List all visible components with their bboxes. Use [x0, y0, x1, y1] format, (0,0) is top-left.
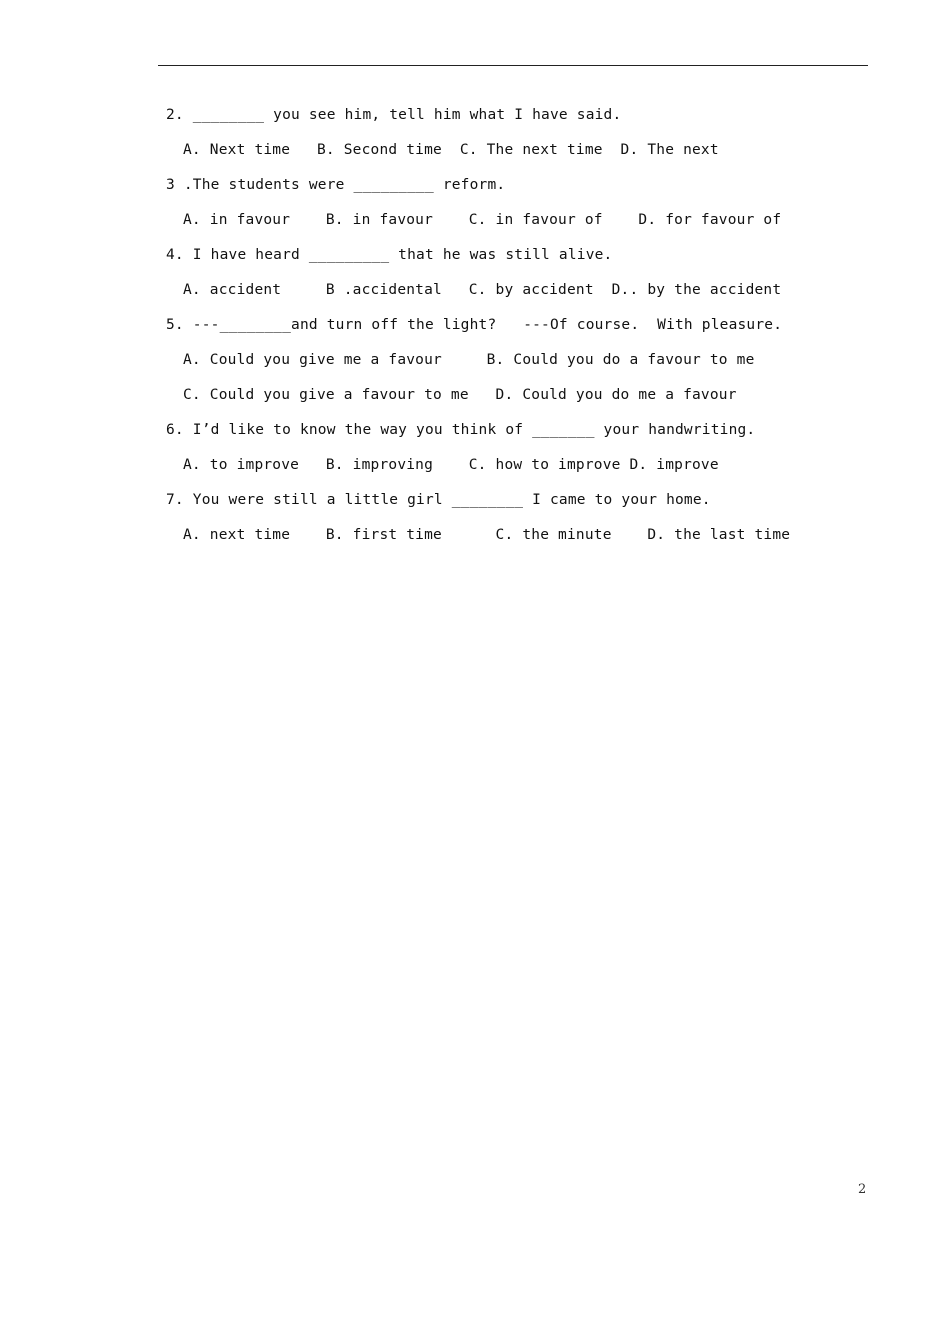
question-5-stem: 5. ---________and turn off the light? ---Of course. With pleasure.: [166, 317, 783, 333]
question-6-stem: 6. I’d like to know the way you think of _______ your handwriting.: [166, 422, 756, 438]
question-4-stem: 4. I have heard _________ that he was still alive.: [166, 247, 613, 263]
question-2-stem: 2. ________ you see him, tell him what I have said.: [166, 107, 622, 123]
question-7-stem: 7. You were still a little girl ________ I came to your home.: [166, 492, 711, 508]
question-3-options: A. in favour B. in favour C. in favour of D. for favour of: [183, 212, 782, 228]
question-5-options-ab: A. Could you give me a favour B. Could you do a favour to me: [183, 352, 755, 368]
question-5-options-cd: C. Could you give a favour to me D. Could you do me a favour: [183, 387, 737, 403]
question-4-options: A. accident B .accidental C. by accident D.. by the accident: [183, 282, 782, 298]
question-6-options: A. to improve B. improving C. how to improve D. improve: [183, 457, 719, 473]
question-3-stem: 3 .The students were _________ reform.: [166, 177, 506, 193]
question-7-options: A. next time B. first time C. the minute D. the last time: [183, 527, 791, 543]
exercise-list: [166, 104, 866, 559]
page-number: 2: [858, 1182, 867, 1197]
question-2-options: A. Next time B. Second time C. The next time D. The next: [183, 142, 719, 158]
header-rule: [158, 65, 868, 66]
